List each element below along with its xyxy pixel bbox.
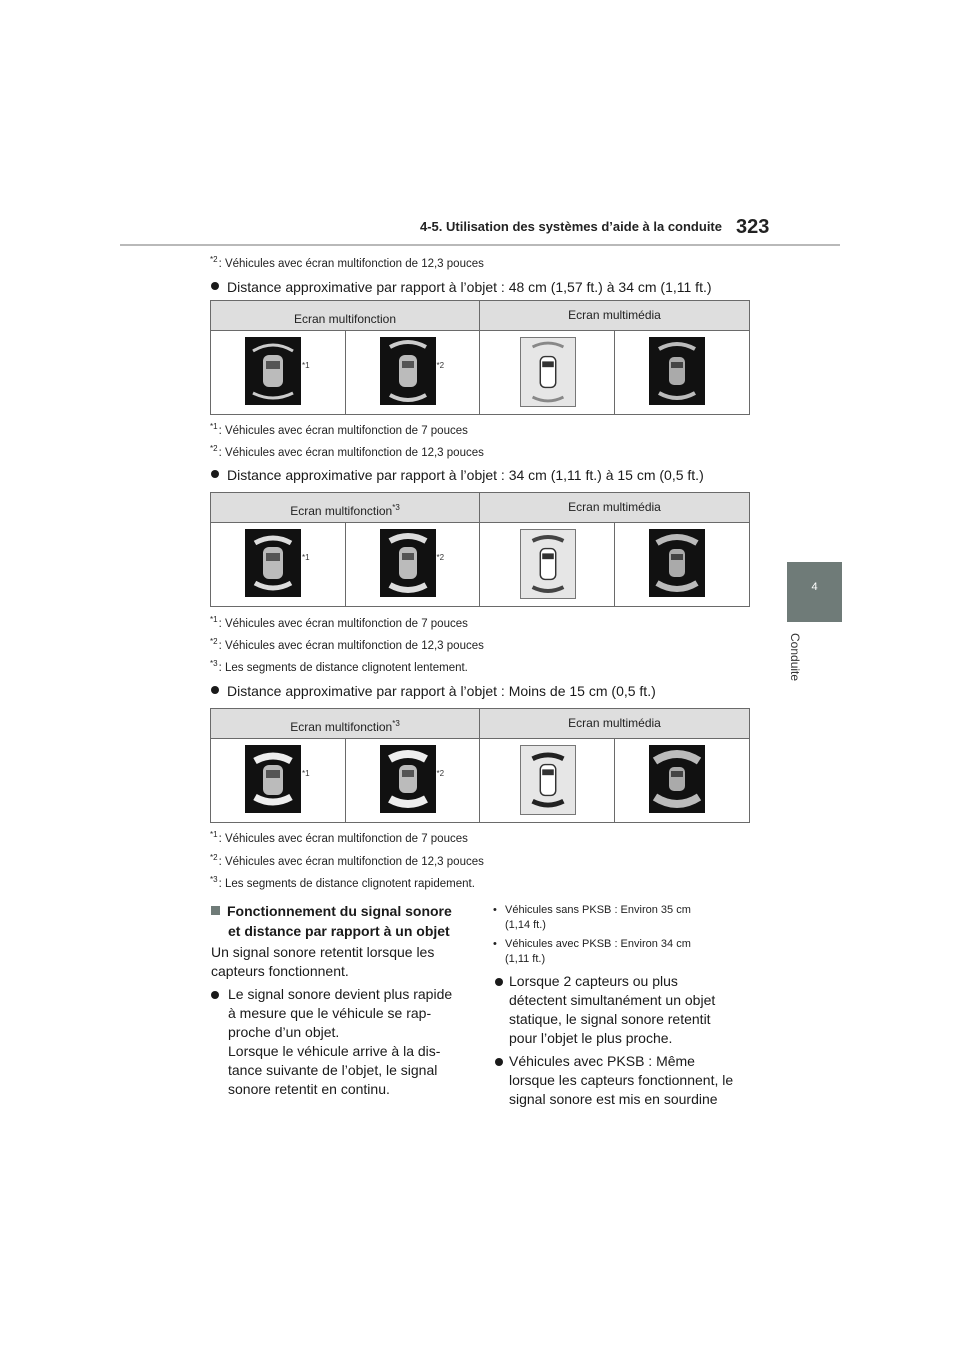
footnote-mark: *1 [210,615,218,624]
section-title: 4-5. Utilisation des systèmes d’aide à la conduite [420,219,722,234]
right-bullet [495,1052,755,1109]
table-cell [480,331,615,414]
parking-display-image [245,529,301,597]
bullet-dot [211,991,219,999]
display-table [210,708,750,823]
car-sensor-graphic [245,337,301,405]
footnote [210,853,484,868]
chapter-tab [787,562,842,622]
bullet-text: Distance approximative par rapport à l’objet : 48 cm (1,57 ft.) à 34 cm (1,11 ft.) [227,279,712,295]
table-cell [211,739,346,822]
display-table [210,492,750,607]
footnote-text: : Véhicules avec écran multifonction de 7 pouces [218,617,468,630]
car-sensor-graphic [649,337,705,405]
car-sensor-graphic [521,746,575,814]
table-cell [346,739,481,822]
display-table [210,300,750,415]
screen-mark: *1 [302,361,310,370]
screen-mark: *2 [436,361,445,370]
parking-display-image [520,529,576,599]
small-bullet: • [493,938,497,950]
footnote-mark: *1 [210,422,218,431]
footnote [210,615,468,630]
footnote-text: : Véhicules avec écran multifonction de 7 pouces [218,832,468,845]
footnote-mark: *1 [210,830,218,839]
footnote-text: : Véhicules avec écran multifonction de 12,3 pouces [218,257,484,270]
bullet-text: Véhicules avec PKSB : Même lorsque les capteurs fonctionnent, le signal sonore est mis en sourdine [509,1053,734,1107]
bullet-dot [211,282,219,290]
table-header [211,301,749,331]
table-cell [211,523,346,606]
car-sensor-graphic [245,529,301,597]
car-sensor-graphic [649,529,705,597]
parking-display-image [520,745,576,815]
square-bullet-icon [211,906,220,915]
small-list-item [493,903,743,933]
bullet-dot [495,1058,503,1066]
col-header-multifonction [211,709,480,738]
car-sensor-graphic [521,338,575,406]
parking-display-image [380,529,436,597]
screen-mark: *1 [302,769,310,778]
table-row [211,739,749,822]
table-cell [480,523,615,606]
header-rule [120,244,840,246]
table-cell [346,523,481,606]
parking-display-image [649,745,705,813]
col-header-multimedia: Ecran multimédia [568,500,661,514]
chapter-number: 4 [811,581,818,593]
subsection-heading [211,901,452,941]
page-number: 323 [736,216,770,238]
footnote-mark: *2 [210,853,218,862]
footnote-mark: *3 [210,659,218,668]
footnote [210,659,468,674]
car-sensor-graphic [380,745,436,813]
table-cell [346,331,481,414]
footnote-text: : Les segments de distance clignotent lentement. [218,661,468,674]
col-header-text: Ecran multifonction [290,720,393,734]
table-row [211,523,749,606]
distance-bullet [211,467,704,483]
right-bullet [495,972,755,1048]
table-header [211,709,749,739]
footnote-mark: *2 [210,637,218,646]
car-sensor-graphic [380,529,436,597]
heading-line [211,901,452,921]
footnote-text: : Véhicules avec écran multifonction de 12,3 pouces [218,639,484,652]
col-header-multifonction [211,301,480,330]
bullet-dot [211,470,219,478]
table-cell [615,331,750,414]
chapter-label: Conduite [788,633,802,682]
small-item-text: Véhicules sans PKSB : Environ 35 cm (1,14 ft.) [505,904,691,931]
parking-display-image [520,337,576,407]
bullet-text: Lorsque 2 capteurs ou plus détectent simultanément un objet statique, le signal sonore retentit pour l’objet le plus proche. [509,973,716,1046]
footnote-text: : Véhicules avec écran multifonction de 7 pouces [218,424,468,437]
bullet-dot [495,978,503,986]
footnote [210,875,475,890]
col-header-multimedia: Ecran multimédia [568,716,661,730]
heading-text: Fonctionnement du signal sonore [227,903,452,919]
table-cell [480,739,615,822]
footnote-text: : Véhicules avec écran multifonction de 12,3 pouces [218,446,484,459]
col-header-sup: *3 [392,719,400,728]
distance-bullet [211,279,712,295]
bullet-text: Distance approximative par rapport à l’objet : 34 cm (1,11 ft.) à 15 cm (0,5 ft.) [227,467,704,483]
small-list-item [493,937,743,967]
bullet-dot [211,686,219,694]
footnote [210,444,484,459]
intro-paragraph: Un signal sonore retentit lorsque les capteurs fonctionnent. [211,944,435,979]
screen-mark: *1 [302,553,310,562]
footnote [210,830,468,845]
car-sensor-graphic [380,337,436,405]
footnote [210,637,484,652]
small-item-text: Véhicules avec PKSB : Environ 34 cm (1,11 ft.) [505,938,691,965]
car-sensor-graphic [649,745,705,813]
table-cell [615,523,750,606]
parking-display-image [649,337,705,405]
col-header-text: Ecran multifonction [293,312,397,326]
heading-line: et distance par rapport à un objet [228,923,450,939]
bullet-text: Distance approximative par rapport à l’objet : Moins de 15 cm (0,5 ft.) [227,683,656,699]
col-header-multimedia: Ecran multimédia [568,308,661,322]
footnote-text: : Les segments de distance clignotent rapidement. [218,877,475,890]
table-header [211,493,749,523]
parking-display-image [245,337,301,405]
screen-mark: *2 [436,769,445,778]
distance-bullet [211,683,656,699]
parking-display-image [380,745,436,813]
parking-display-image [380,337,436,405]
car-sensor-graphic [521,530,575,598]
small-bullet: • [493,904,497,916]
parking-display-image [245,745,301,813]
footnote [210,422,468,437]
footnote-mark: *2 [210,444,218,453]
table-cell [211,331,346,414]
footnote [210,255,484,270]
footnote-mark: *3 [210,875,218,884]
table-cell [615,739,750,822]
col-header-text: Ecran multifonction [290,504,393,518]
col-header-sup: *3 [392,503,400,512]
parking-display-image [649,529,705,597]
bullet-text: Le signal sonore devient plus rapide à mesure que le véhicule se rap- proche d’un objet. Lorsque le véhicule arrive à la dis- tance suivante de l’objet, le signal sonore retentit en continu. [228,986,453,1097]
footnote-mark: *2 [210,255,218,264]
table-row [211,331,749,414]
footnote-text: : Véhicules avec écran multifonction de 12,3 pouces [218,855,484,868]
left-bullet [211,985,473,1099]
car-sensor-graphic [245,745,301,813]
col-header-multifonction [211,493,480,522]
screen-mark: *2 [436,553,445,562]
